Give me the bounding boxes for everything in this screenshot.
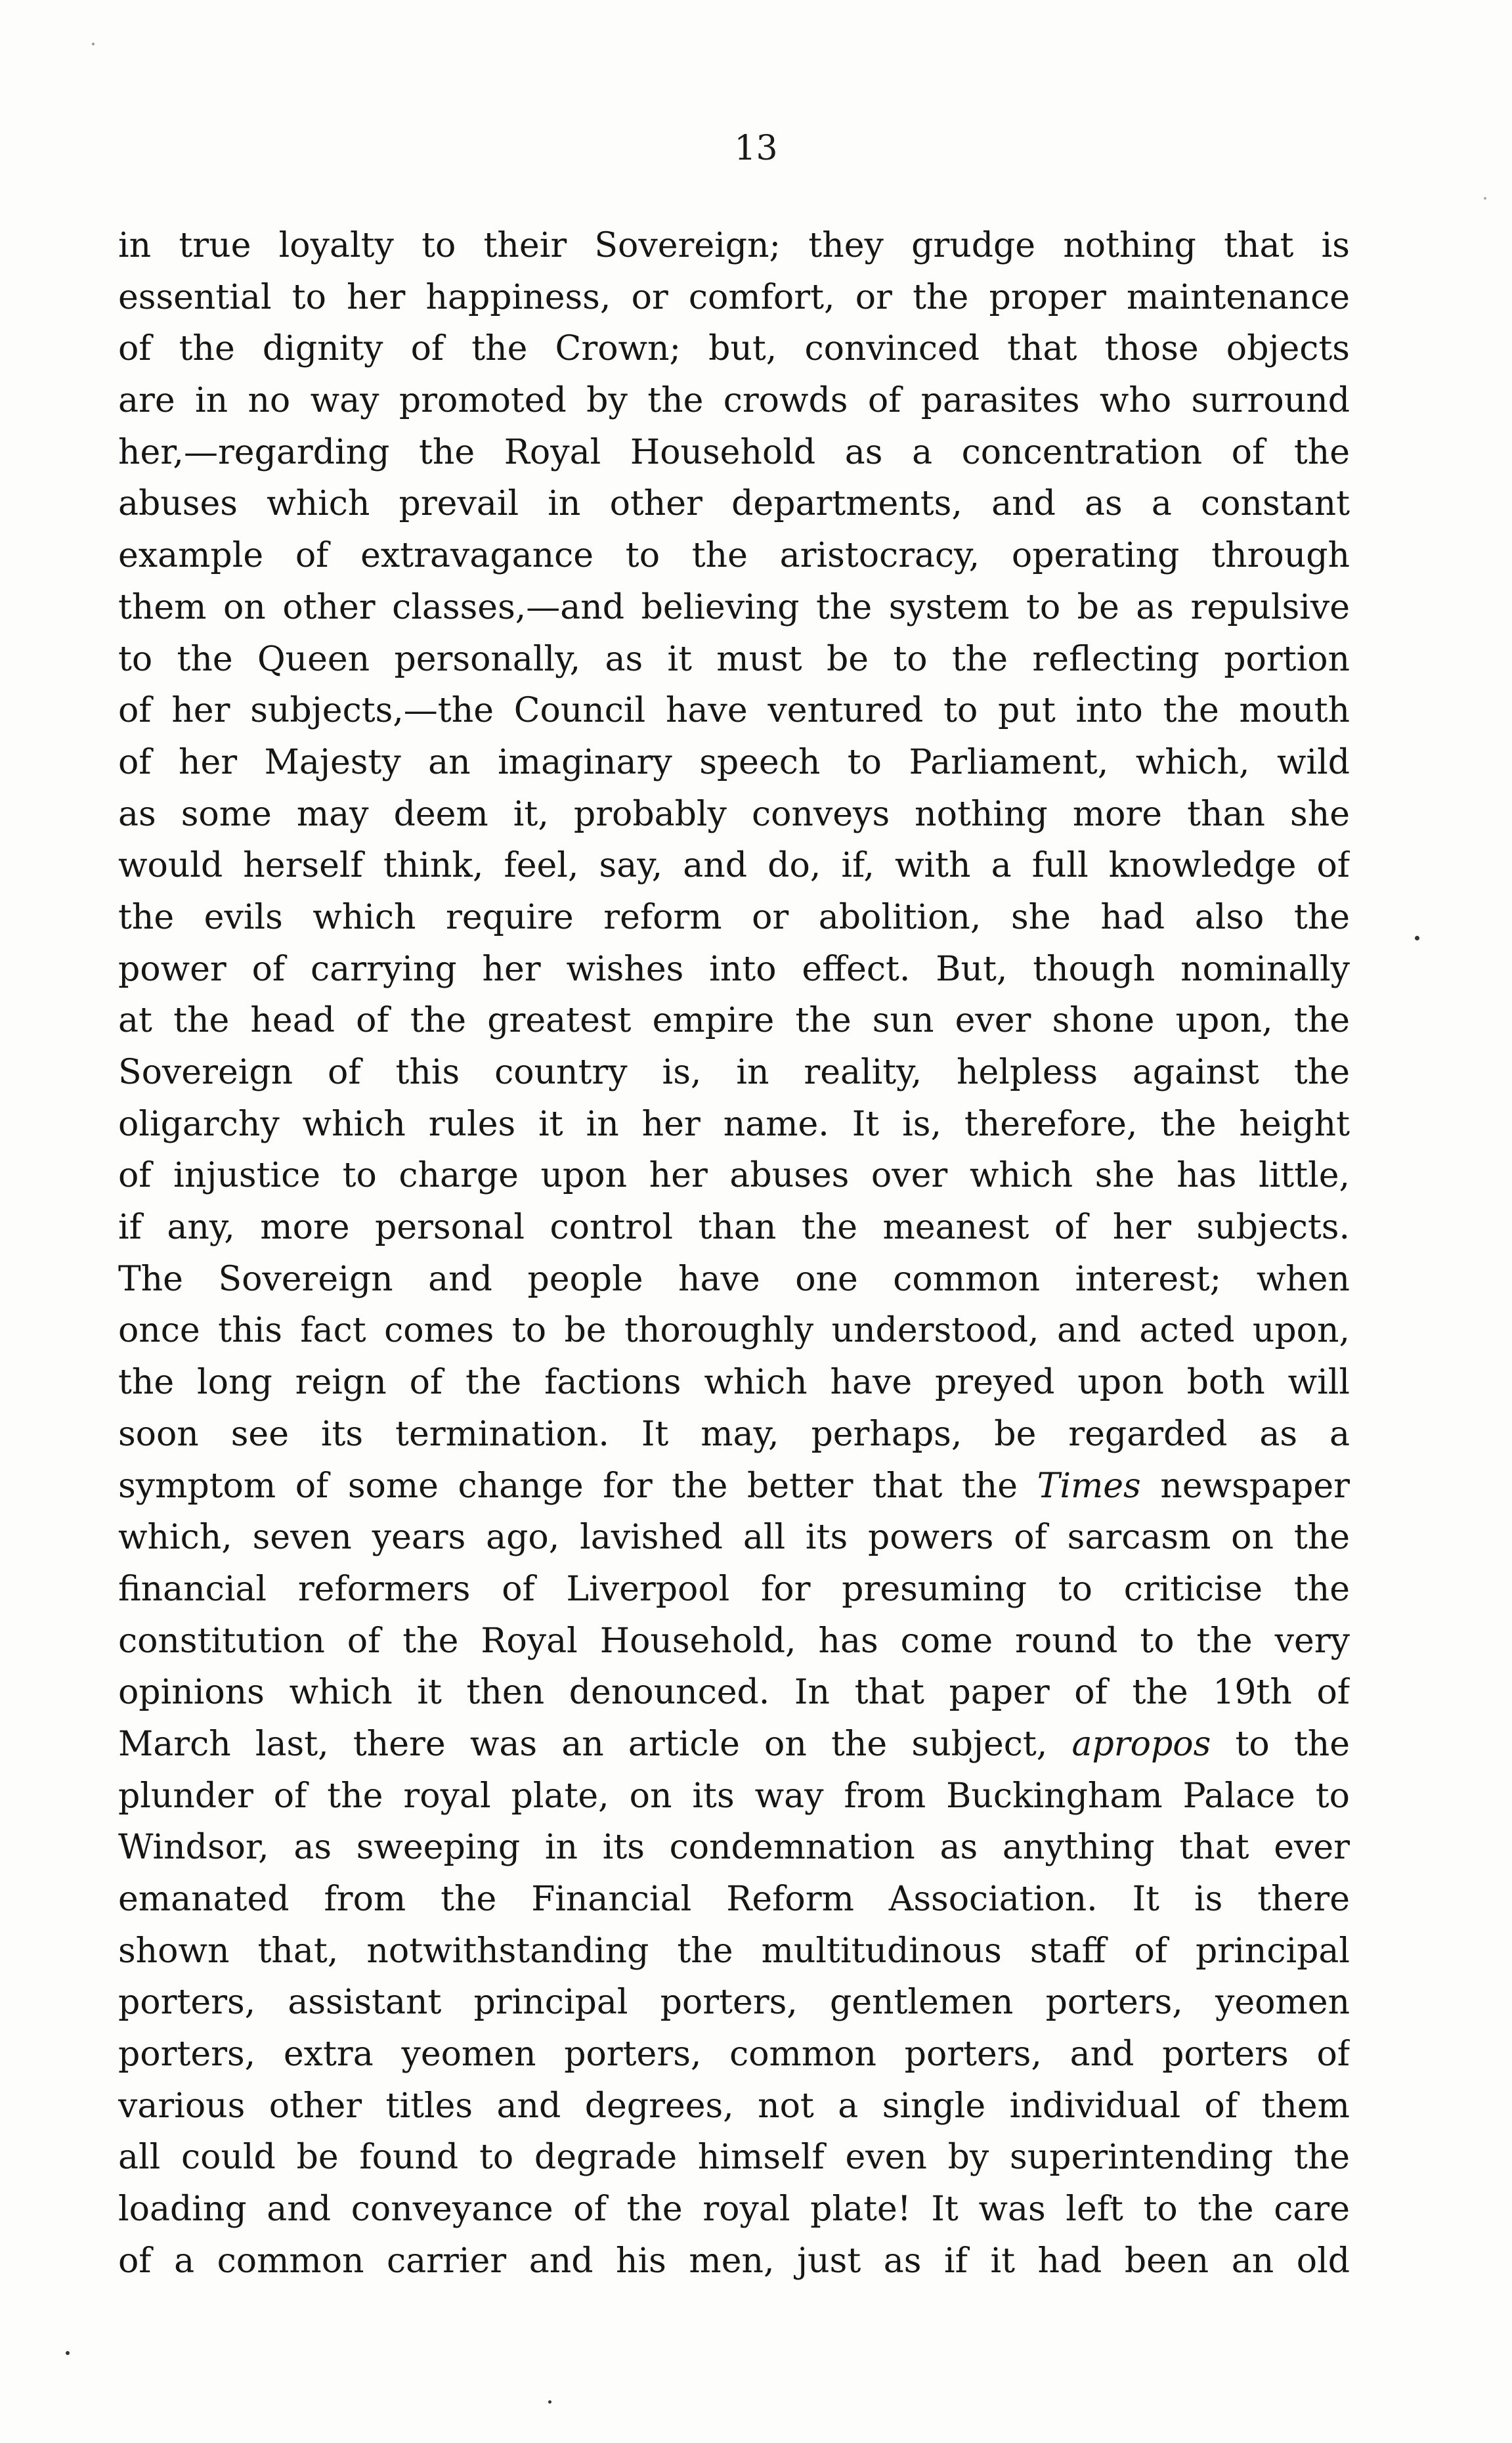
- text-segment: would herself think, feel, say, and do, if, with a full knowledge of: [118, 846, 1350, 886]
- text-line: [118, 634, 1350, 686]
- text-segment: of her subjects,—the Council have ventured to put into the mouth: [118, 691, 1350, 731]
- text-line: [118, 1202, 1350, 1254]
- text-line: [118, 1771, 1350, 1822]
- text-line: [118, 1667, 1350, 1719]
- text-segment: of a common carrier and his men, just as if it had been an old: [118, 2241, 1350, 2281]
- text-line: [118, 220, 1350, 272]
- text-segment: at the head of the greatest empire the sun ever shone upon, the: [118, 1001, 1350, 1041]
- text-segment: all could be found to degrade himself even by superintending the: [118, 2138, 1350, 2178]
- text-line: [118, 530, 1350, 582]
- text-line: [118, 2080, 1350, 2132]
- scan-speck: [66, 2351, 70, 2355]
- text-segment: plunder of the royal plate, on its way from Buckingham Palace to: [118, 1776, 1350, 1816]
- text-segment: March last, there was an article on the subject,: [118, 1724, 1072, 1764]
- text-segment: Windsor, as sweeping in its condemnation as anything that ever: [118, 1828, 1350, 1868]
- text-line: [118, 2132, 1350, 2184]
- text-segment: of the dignity of the Crown; but, convinced that those objects: [118, 329, 1350, 369]
- text-segment: symptom of some change for the better that the: [118, 1466, 1037, 1506]
- page-number: 13: [734, 129, 778, 168]
- text-line: [118, 1047, 1350, 1099]
- text-segment: of her Majesty an imaginary speech to Parliament, which, wild: [118, 742, 1350, 782]
- text-line: [118, 1461, 1350, 1512]
- text-segment: opinions which it then denounced. In that paper of the 19th of: [118, 1673, 1350, 1713]
- text-line: [118, 1150, 1350, 1202]
- text-line: [118, 995, 1350, 1047]
- text-segment: to the: [1211, 1724, 1350, 1764]
- text-segment: emanated from the Financial Reform Association. It is there: [118, 1880, 1350, 1919]
- text-line: [118, 685, 1350, 737]
- text-line: [118, 1874, 1350, 1926]
- text-segment: loading and conveyance of the royal plate! It was left to the care: [118, 2190, 1350, 2230]
- text-line: [118, 1357, 1350, 1409]
- text-segment: of injustice to charge upon her abuses over which she has little,: [118, 1156, 1350, 1196]
- text-line: [118, 1254, 1350, 1306]
- text-segment: The Sovereign and people have one common interest; when: [118, 1259, 1350, 1299]
- text-line: [118, 1926, 1350, 1977]
- scan-speck: [92, 43, 95, 45]
- text-segment: are in no way promoted by the crowds of parasites who surround: [118, 381, 1350, 421]
- text-line: [118, 323, 1350, 375]
- text-segment: if any, more personal control than the meanest of her subjects.: [118, 1208, 1350, 1248]
- text-line: [118, 789, 1350, 841]
- text-segment: power of carrying her wishes into effect. But, though nominally: [118, 949, 1350, 989]
- text-segment: soon see its termination. It may, perhaps, be regarded as a: [118, 1414, 1350, 1454]
- text-segment: once this fact comes to be thoroughly understood, and acted upon,: [118, 1311, 1350, 1351]
- text-segment: the evils which require reform or abolition, she had also the: [118, 897, 1350, 937]
- text-line: [118, 944, 1350, 996]
- text-line: [118, 272, 1350, 324]
- text-line: [118, 1099, 1350, 1151]
- text-segment: them on other classes,—and believing the system to be as repulsive: [118, 587, 1350, 627]
- text-line: [118, 840, 1350, 892]
- text-line: [118, 582, 1350, 634]
- scan-speck: [1484, 197, 1486, 200]
- text-segment: financial reformers of Liverpool for presuming to criticise the: [118, 1569, 1350, 1609]
- text-line: [118, 1409, 1350, 1461]
- text-line: [118, 1512, 1350, 1564]
- italic-text: Times: [1037, 1466, 1141, 1506]
- text-line: [118, 427, 1350, 479]
- text-segment: which, seven years ago, lavished all its powers of sarcasm on the: [118, 1518, 1350, 1558]
- text-segment: her,—regarding the Royal Household as a concentration of the: [118, 432, 1350, 472]
- text-segment: constitution of the Royal Household, has come round to the very: [118, 1621, 1350, 1661]
- text-segment: in true loyalty to their Sovereign; they grudge nothing that is: [118, 226, 1350, 265]
- text-line: [118, 1564, 1350, 1616]
- text-segment: essential to her happiness, or comfort, or the proper maintenance: [118, 277, 1350, 317]
- text-segment: porters, assistant principal porters, gentlemen porters, yeomen: [118, 1983, 1350, 2023]
- text-segment: various other titles and degrees, not a single individual of them: [118, 2086, 1350, 2126]
- text-line: [118, 1822, 1350, 1874]
- body-text: [118, 220, 1350, 2287]
- text-segment: example of extravagance to the aristocracy, operating through: [118, 536, 1350, 576]
- text-segment: abuses which prevail in other departments, and as a constant: [118, 484, 1350, 524]
- scan-speck: [1415, 936, 1419, 940]
- text-line: [118, 478, 1350, 530]
- text-segment: newspaper: [1140, 1466, 1350, 1506]
- text-segment: as some may deem it, probably conveys nothing more than she: [118, 794, 1350, 834]
- text-line: [118, 375, 1350, 427]
- text-line: [118, 892, 1350, 944]
- scan-speck: [548, 2400, 551, 2404]
- text-segment: to the Queen personally, as it must be to the reflecting portion: [118, 639, 1350, 679]
- text-line: [118, 1616, 1350, 1667]
- text-segment: the long reign of the factions which have preyed upon both will: [118, 1363, 1350, 1403]
- text-segment: oligarchy which rules it in her name. It is, therefore, the height: [118, 1104, 1350, 1144]
- text-segment: Sovereign of this country is, in reality, helpless against the: [118, 1053, 1350, 1092]
- text-line: [118, 2184, 1350, 2235]
- text-segment: shown that, notwithstanding the multitudinous staff of principal: [118, 1931, 1350, 1971]
- text-line: [118, 2235, 1350, 2287]
- text-segment: porters, extra yeomen porters, common porters, and porters of: [118, 2035, 1350, 2075]
- text-line: [118, 1719, 1350, 1771]
- italic-text: apropos: [1071, 1724, 1211, 1764]
- text-line: [118, 2029, 1350, 2080]
- text-line: [118, 1977, 1350, 2029]
- text-line: [118, 737, 1350, 789]
- text-line: [118, 1305, 1350, 1357]
